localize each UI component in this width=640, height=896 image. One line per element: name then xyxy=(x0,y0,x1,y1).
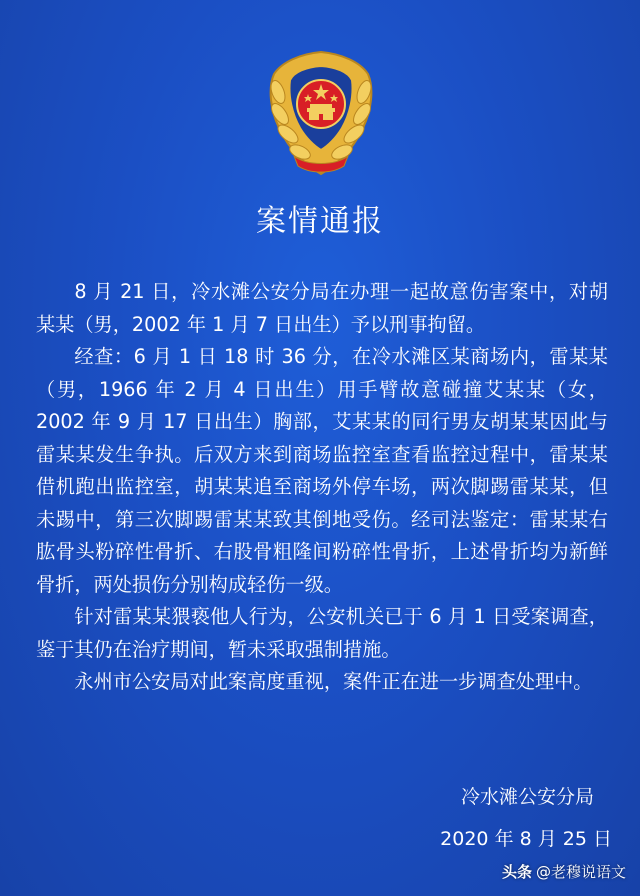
paragraph: 永州市公安局对此案高度重视，案件正在进一步调查处理中。 xyxy=(74,670,593,693)
paragraph: 8 月 21 日，冷水滩公安分局在办理一起故意伤害案中，对胡某某（男，2002 年 1 月 7 日出生）予以刑事拘留。 xyxy=(36,280,608,336)
police-emblem-icon xyxy=(260,48,382,182)
watermark-platform: 头条 xyxy=(501,863,532,881)
paragraph: 经查：6 月 1 日 18 时 36 分，在冷水滩区某商场内，雷某某（男，1966 年 2 月 4 日出生）用手臂故意碰撞艾某某（女，2002 年 9 月 17 日出生）胸部，艾某某的同行男友胡某某因此与雷某某发生争执。后双方来到商场监控室查看监控过程中，雷某某借机跑出监控室，胡某某追至商场外停车场，两次脚踢雷某某，但未踢中，第三次脚踢雷某某致其倒地受伤。经司法鉴定：雷某某右肱骨头粉碎性骨折、右股骨粗隆间粉碎性骨折，上述骨折均为新鲜骨折，两处损伤分别构成轻伤一级。 xyxy=(36,345,608,596)
notice-body xyxy=(36,276,608,699)
notice-title: 案情通报 xyxy=(256,204,384,239)
issuer-signature: 冷水滩公安分局 xyxy=(460,786,594,808)
issue-date: 2020 年 8 月 25 日 xyxy=(440,828,612,850)
paragraph: 针对雷某某猥亵他人行为，公安机关已于 6 月 1 日受案调查，鉴于其仍在治疗期间，暂未采取强制措施。 xyxy=(36,605,608,661)
watermark-account: @老穆说语文 xyxy=(535,863,626,881)
watermark xyxy=(502,860,626,884)
